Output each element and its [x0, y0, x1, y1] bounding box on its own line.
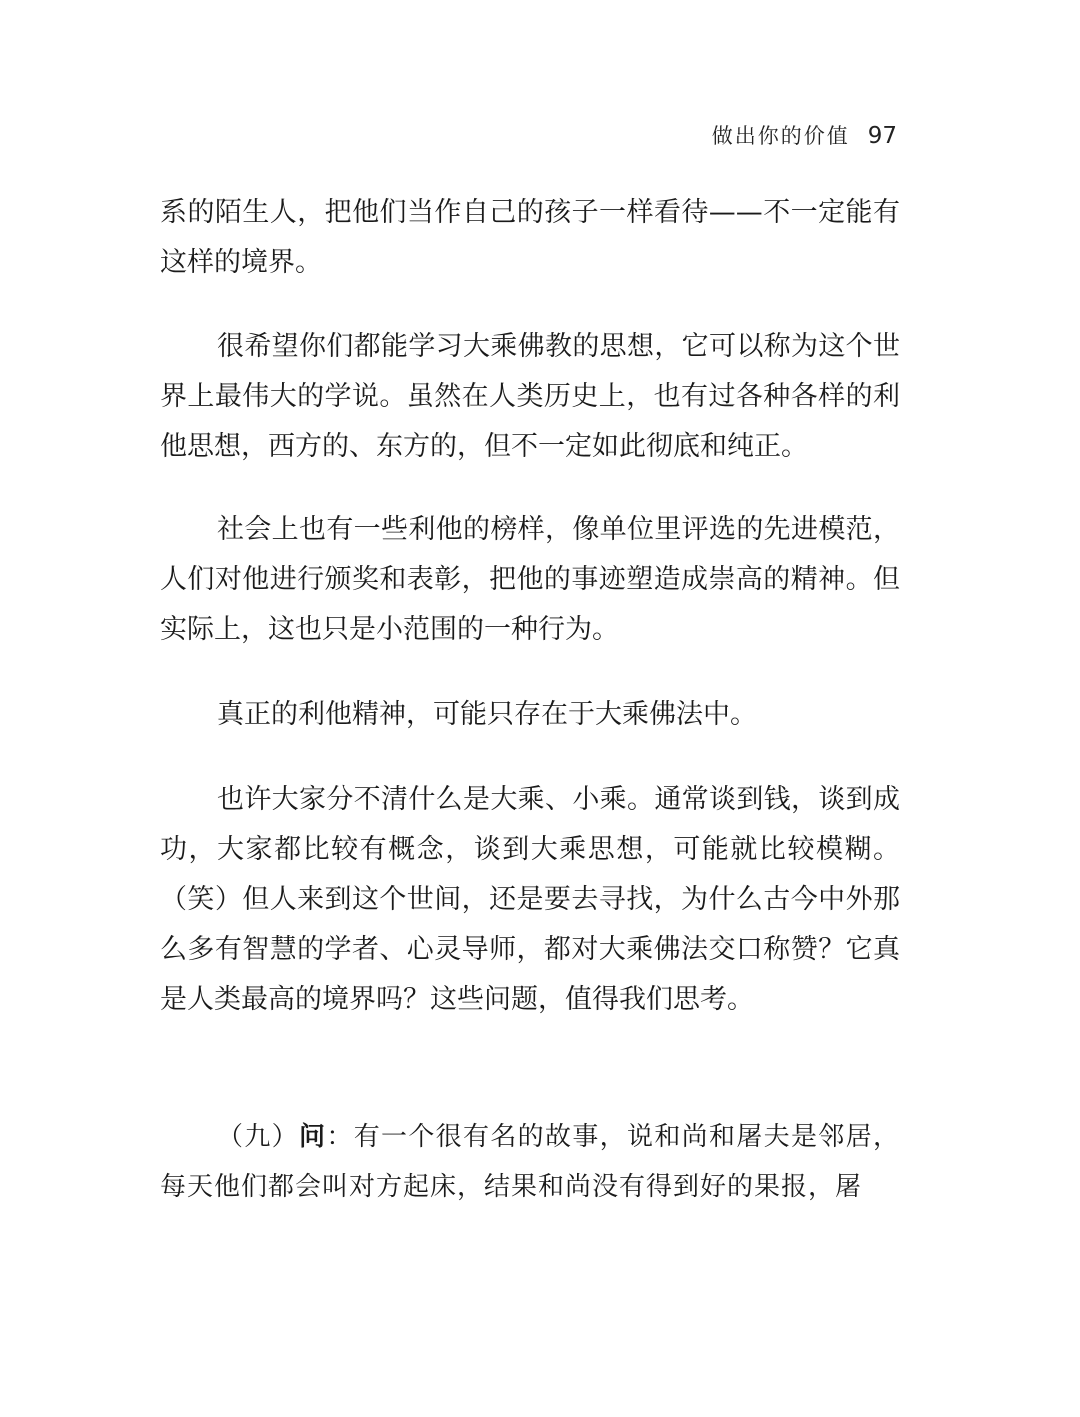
question-block	[160, 1112, 900, 1212]
paragraph-2: 很希望你们都能学习大乘佛教的思想，它可以称为这个世界上最伟大的学说。虽然在人类历史上，也有过各种各样的利他思想，西方的、东方的，但不一定如此彻底和纯正。	[160, 331, 900, 462]
question-separator: ：	[326, 1122, 354, 1152]
page-number: 97	[867, 123, 897, 149]
running-title: 做出你的价值	[711, 124, 850, 148]
question-text: 有一个很有名的故事，说和尚和屠夫是邻居，每天他们都会叫对方起床，结果和尚没有得到好的果报，屠	[160, 1122, 900, 1202]
paragraph-3: 社会上也有一些利他的榜样，像单位里评选的先进模范，人们对他进行颁奖和表彰，把他的事迹塑造成崇高的精神。但实际上，这也只是小范围的一种行为。	[160, 514, 900, 645]
paragraph-5: 也许大家分不清什么是大乘、小乘。通常谈到钱，谈到成功，大家都比较有概念，谈到大乘思想，可能就比较模糊。（笑）但人来到这个世间，还是要去寻找，为什么古今中外那么多有智慧的学者、心灵导师，都对大乘佛法交口称赞？它真是人类最高的境界吗？这些问题，值得我们思考。	[160, 784, 900, 1015]
question-label: 问	[299, 1122, 327, 1152]
question-number: （九）	[217, 1122, 299, 1152]
paragraph-1: 系的陌生人，把他们当作自己的孩子一样看待——不一定能有这样的境界。	[160, 197, 900, 278]
running-header	[712, 120, 897, 150]
paragraph-4: 真正的利他精神，可能只存在于大乘佛法中。	[217, 699, 757, 730]
